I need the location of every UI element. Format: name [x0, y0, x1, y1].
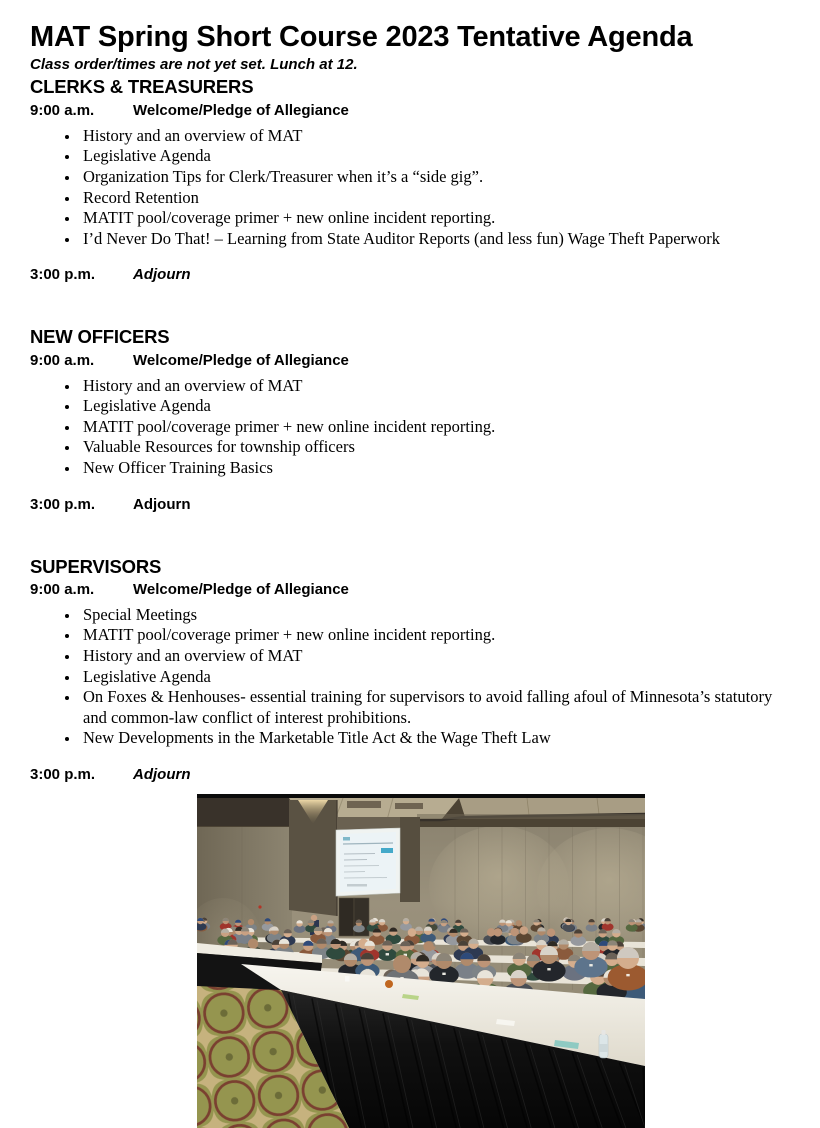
section-heading: CLERKS & TREASURERS	[30, 76, 254, 98]
agenda-item: • MATIT pool/coverage primer + new online incident reporting.	[80, 417, 796, 438]
agenda-item: • Record Retention	[80, 188, 796, 209]
session-end-time: 3:00 p.m.	[30, 495, 96, 513]
session-start-time: 9:00 a.m.	[30, 351, 95, 369]
session-start-row	[30, 352, 796, 370]
agenda-item: • On Foxes & Henhouses- essential training for supervisors to avoid falling afoul of Minnesota’s statutory and common-law conflict of interest prohibitions.	[80, 687, 796, 728]
agenda-topic-list	[30, 126, 796, 250]
session-start-time: 9:00 a.m.	[30, 101, 95, 119]
session-start-event: Welcome/Pledge of Allegiance	[133, 351, 349, 369]
agenda-item: • History and an overview of MAT	[80, 376, 796, 397]
agenda-item: • Valuable Resources for township officers	[80, 437, 796, 458]
conference-photo-image	[197, 794, 645, 1128]
conference-photo	[197, 794, 645, 1128]
session-start-row	[30, 102, 796, 120]
agenda-item: • Legislative Agenda	[80, 396, 796, 417]
agenda-item: • Legislative Agenda	[80, 146, 796, 167]
section-clerks-treasurers	[30, 76, 796, 284]
session-start-event: Welcome/Pledge of Allegiance	[133, 101, 349, 119]
agenda-item: • Legislative Agenda	[80, 667, 796, 688]
session-start-time: 9:00 a.m.	[30, 580, 95, 598]
session-end-row	[30, 266, 796, 284]
section-heading: NEW OFFICERS	[30, 326, 170, 348]
agenda-item: • New Developments in the Marketable Title Act & the Wage Theft Law	[80, 728, 796, 749]
agenda-item: • Organization Tips for Clerk/Treasurer when it’s a “side gig”.	[80, 167, 796, 188]
session-end-time: 3:00 p.m.	[30, 266, 96, 284]
agenda-item: • MATIT pool/coverage primer + new online incident reporting.	[80, 208, 796, 229]
section-new-officers	[30, 326, 796, 513]
agenda-topic-list	[30, 605, 796, 749]
session-end-time: 3:00 p.m.	[30, 765, 96, 783]
agenda-item: • New Officer Training Basics	[80, 458, 796, 479]
page-title: MAT Spring Short Course 2023 Tentative Agenda	[30, 21, 693, 53]
agenda-item: • History and an overview of MAT	[80, 646, 796, 667]
agenda-item: • Special Meetings	[80, 605, 796, 626]
agenda-topic-list	[30, 376, 796, 479]
session-end-row	[30, 496, 796, 514]
fire-alarm	[258, 905, 261, 908]
section-heading: SUPERVISORS	[30, 555, 162, 577]
agenda-item: • History and an overview of MAT	[80, 126, 796, 147]
projection-screen	[336, 828, 400, 896]
session-end-event: Adjourn	[133, 765, 191, 783]
document-subtitle: Class order/times are not yet set. Lunch at 12.	[30, 56, 358, 74]
water-bottle	[599, 1030, 608, 1058]
session-end-event: Adjourn	[133, 266, 191, 284]
session-start-event: Welcome/Pledge of Allegiance	[133, 580, 349, 598]
section-supervisors	[30, 556, 796, 784]
session-start-row	[30, 581, 796, 599]
session-end-event: Adjourn	[133, 495, 191, 513]
agenda-item: • MATIT pool/coverage primer + new online incident reporting.	[80, 625, 796, 646]
agenda-item: • I’d Never Do That! – Learning from State Auditor Reports (and less fun) Wage Theft Paperwork	[80, 229, 796, 250]
session-end-row	[30, 766, 796, 784]
